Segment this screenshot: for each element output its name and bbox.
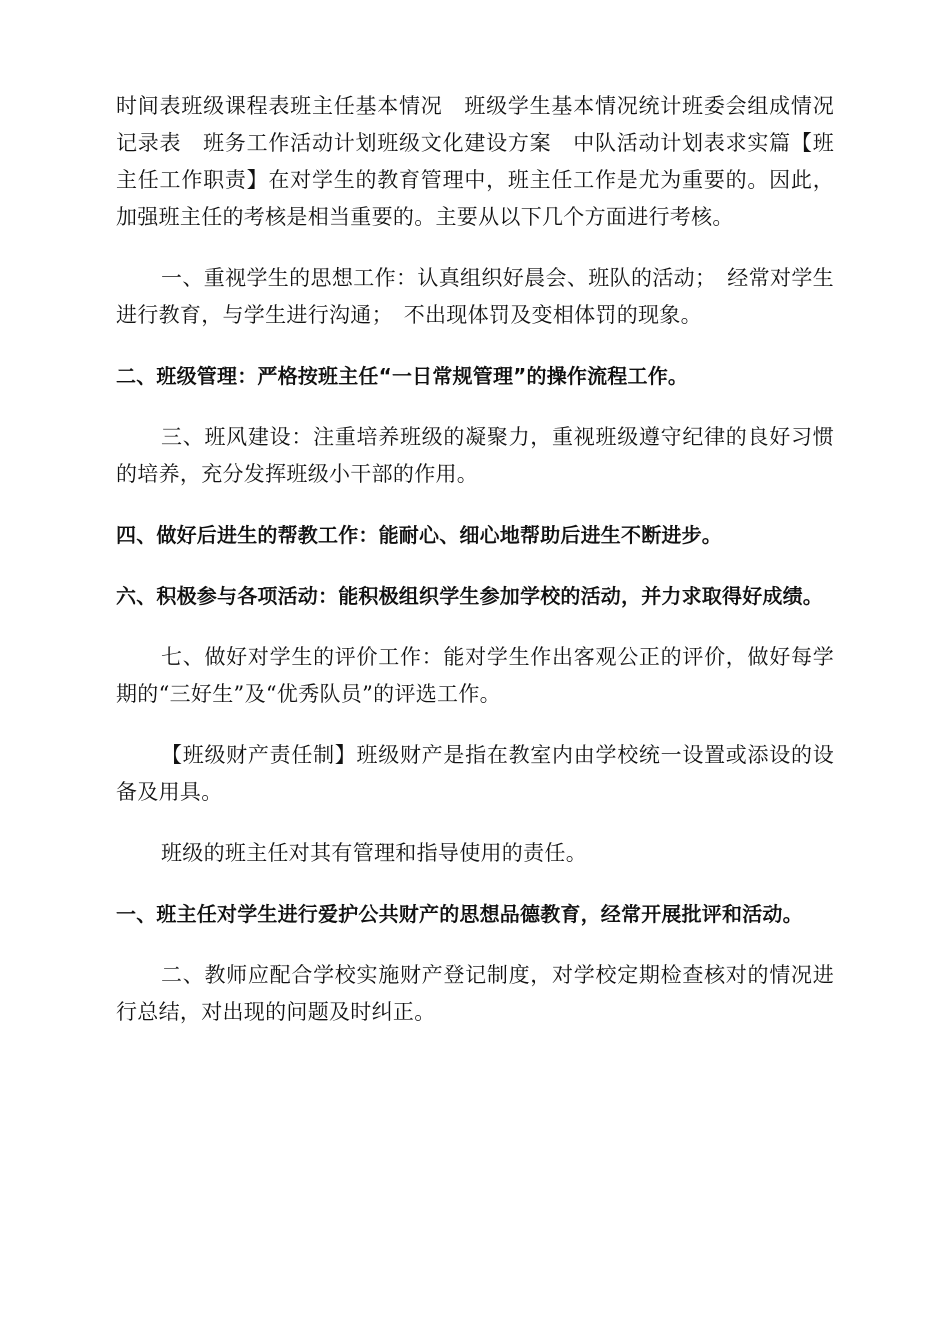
duty-item-1: 一、重视学生的思想工作：认真组织好晨会、班队的活动； 经常对学生进行教育，与学生进行沟通； 不出现体罚及变相体罚的现象。 xyxy=(116,266,834,327)
duty-item-4: 四、做好后进生的帮教工作：能耐心、细心地帮助后进生不断进步。 xyxy=(116,523,722,547)
document-page xyxy=(116,88,834,1031)
property-responsibility: 班级的班主任对其有管理和指导使用的责任。 xyxy=(161,841,587,865)
property-item-1: 一、班主任对学生进行爱护公共财产的思想品德教育，经常开展批评和活动。 xyxy=(116,902,803,926)
duty-item-3: 三、班风建设：注重培养班级的凝聚力，重视班级遵守纪律的良好习惯的培养，充分发挥班级小干部的作用。 xyxy=(116,425,834,486)
intro-paragraph: 时间表班级课程表班主任基本情况 班级学生基本情况统计班委会组成情况记录表 班务工作活动计划班级文化建设方案 中队活动计划表求实篇【班主任工作职责】在对学生的教育管理中，班主任工作是尤为重要的。因此，加强班主任的考核是相当重要的。主要从以下几个方面进行考核。 xyxy=(116,94,834,229)
property-section-heading: 【班级财产责任制】班级财产是指在教室内由学校统一设置或添设的设备及用具。 xyxy=(116,743,834,804)
property-item-2: 二、教师应配合学校实施财产登记制度，对学校定期检查核对的情况进行总结，对出现的问题及时纠正。 xyxy=(116,963,834,1024)
duty-item-2: 二、班级管理：严格按班主任“一日常规管理”的操作流程工作。 xyxy=(116,364,689,388)
duty-item-6: 六、积极参与各项活动：能积极组织学生参加学校的活动，并力求取得好成绩。 xyxy=(116,584,823,608)
duty-item-7: 七、做好对学生的评价工作：能对学生作出客观公正的评价，做好每学期的“三好生”及“优秀队员”的评选工作。 xyxy=(116,645,834,706)
